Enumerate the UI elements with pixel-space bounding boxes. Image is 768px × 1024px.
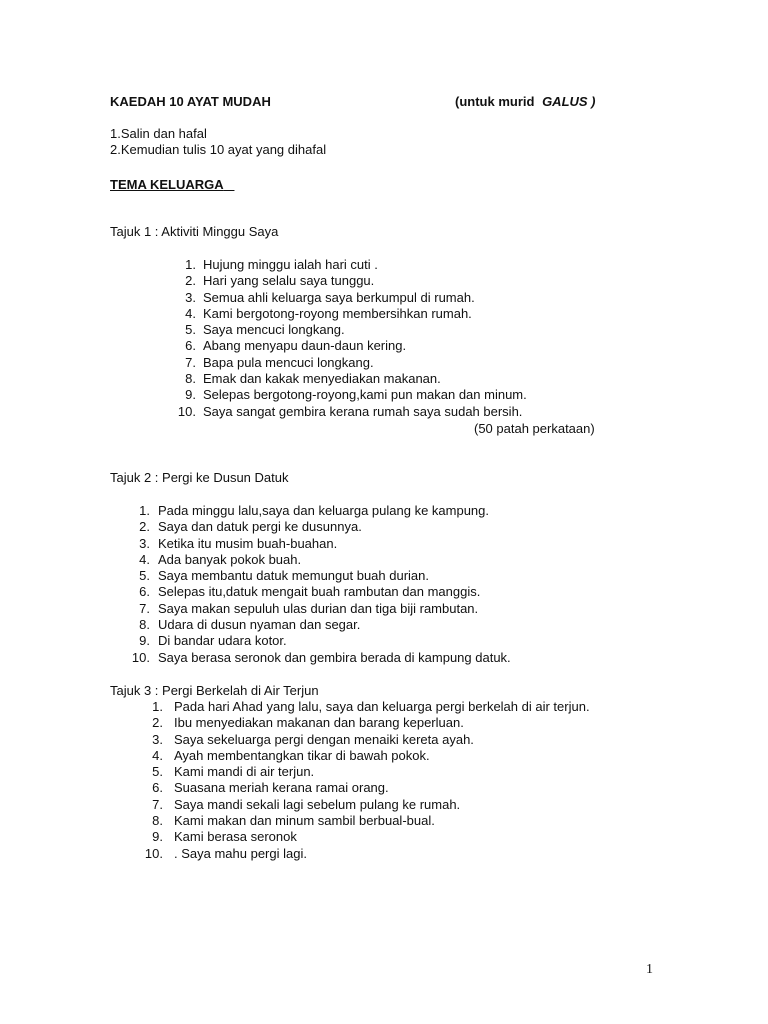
list-item-text: Bapa pula mencuci longkang. bbox=[203, 354, 374, 370]
list-item bbox=[0, 503, 768, 519]
list-item-text: Selepas itu,datuk mengait buah rambutan dan manggis. bbox=[158, 584, 481, 600]
list-item bbox=[0, 780, 768, 796]
section-2-list bbox=[0, 503, 768, 666]
list-item-text: Udara di dusun nyaman dan segar. bbox=[158, 617, 361, 633]
list-item bbox=[0, 552, 768, 568]
list-item bbox=[0, 813, 768, 829]
section-1-list bbox=[0, 257, 768, 420]
list-item-number: 9. bbox=[185, 387, 196, 403]
list-item-number: 7. bbox=[152, 796, 163, 812]
word-count-note: (50 patah perkataan) bbox=[474, 421, 595, 436]
list-item-number: 2. bbox=[139, 519, 150, 535]
list-item-number: 6. bbox=[185, 338, 196, 354]
list-item-number: 2. bbox=[152, 715, 163, 731]
list-item-number: 10. bbox=[131, 649, 150, 665]
list-item-text: Selepas bergotong-royong,kami pun makan dan minum. bbox=[203, 387, 527, 403]
list-item-text: Saya mencuci longkang. bbox=[203, 322, 345, 338]
list-item bbox=[0, 650, 768, 666]
list-item-number: 3. bbox=[152, 731, 163, 747]
list-item-text: Ada banyak pokok buah. bbox=[158, 551, 302, 567]
list-item-number: 8. bbox=[185, 371, 196, 387]
list-item-text: Pada minggu lalu,saya dan keluarga pulang ke kampung. bbox=[158, 503, 490, 518]
list-item-number: 6. bbox=[139, 584, 150, 600]
page-number: 1 bbox=[646, 962, 653, 977]
list-item-number: 1. bbox=[152, 699, 163, 714]
list-item bbox=[0, 601, 768, 617]
list-item-number: 5. bbox=[152, 764, 163, 780]
list-item bbox=[0, 732, 768, 748]
list-item-text: Kami bergotong-royong membersihkan rumah. bbox=[203, 305, 472, 321]
list-item-text: Saya sekeluarga pergi dengan menaiki kereta ayah. bbox=[174, 731, 474, 747]
list-item bbox=[0, 699, 768, 715]
list-item-text: Ketika itu musim buah-buahan. bbox=[158, 535, 338, 551]
list-item bbox=[0, 617, 768, 633]
list-item-number: 9. bbox=[152, 829, 163, 845]
list-item-number: 2. bbox=[185, 273, 196, 289]
list-item-text: Emak dan kakak menyediakan makanan. bbox=[203, 371, 441, 387]
list-item-number: 4. bbox=[185, 305, 196, 321]
list-item-number: 5. bbox=[139, 568, 150, 584]
theme-heading bbox=[110, 177, 234, 193]
list-item bbox=[0, 257, 768, 273]
list-item bbox=[0, 306, 768, 322]
list-item-text: Saya membantu datuk memungut buah durian. bbox=[158, 568, 430, 584]
section-3-heading: Tajuk 3 : Pergi Berkelah di Air Terjun bbox=[110, 683, 319, 698]
list-item-text: Abang menyapu daun-daun kering. bbox=[203, 338, 407, 354]
theme-label: TEMA KELUARGA bbox=[110, 177, 224, 192]
list-item bbox=[0, 633, 768, 649]
list-item-text: Saya sangat gembira kerana rumah saya sudah bersih. bbox=[203, 403, 523, 419]
list-item-number: 10. bbox=[177, 403, 196, 419]
list-item-number: 1. bbox=[139, 503, 150, 518]
list-item-text: Saya berasa seronok dan gembira berada di kampung datuk. bbox=[158, 649, 511, 665]
list-item-text: . Saya mahu pergi lagi. bbox=[174, 845, 307, 861]
list-item-number: 10. bbox=[144, 845, 163, 861]
list-item bbox=[0, 748, 768, 764]
list-item bbox=[0, 338, 768, 354]
target-audience bbox=[455, 94, 596, 110]
list-item bbox=[0, 273, 768, 289]
section-1-heading: Tajuk 1 : Aktiviti Minggu Saya bbox=[110, 224, 279, 239]
list-item bbox=[0, 322, 768, 338]
list-item-text: Kami makan dan minum sambil berbual-bual. bbox=[174, 813, 435, 829]
list-item bbox=[0, 536, 768, 552]
list-item-number: 3. bbox=[185, 289, 196, 305]
list-item bbox=[0, 371, 768, 387]
instruction-1: 1.Salin dan hafal bbox=[110, 126, 207, 141]
list-item-number: 1. bbox=[185, 257, 196, 272]
document-title: KAEDAH 10 AYAT MUDAH bbox=[110, 94, 271, 109]
list-item-number: 5. bbox=[185, 322, 196, 338]
instruction-2: 2.Kemudian tulis 10 ayat yang dihafal bbox=[110, 142, 327, 157]
list-item-text: Hujung minggu ialah hari cuti . bbox=[203, 257, 378, 272]
list-item-text: Di bandar udara kotor. bbox=[158, 633, 287, 649]
list-item-text: Saya makan sepuluh ulas durian dan tiga biji rambutan. bbox=[158, 600, 479, 616]
list-item bbox=[0, 387, 768, 403]
list-item bbox=[0, 290, 768, 306]
list-item bbox=[0, 715, 768, 731]
list-item-text: Pada hari Ahad yang lalu, saya dan keluarga pergi berkelah di air terjun. bbox=[174, 699, 590, 714]
list-item bbox=[0, 584, 768, 600]
list-item-text: Kami mandi di air terjun. bbox=[174, 764, 315, 780]
list-item-text: Kami berasa seronok bbox=[174, 829, 297, 845]
list-item-number: 7. bbox=[139, 600, 150, 616]
list-item-text: Ibu menyediakan makanan dan barang keperluan. bbox=[174, 715, 464, 731]
list-item bbox=[0, 519, 768, 535]
list-item-text: Hari yang selalu saya tunggu. bbox=[203, 273, 375, 289]
list-item bbox=[0, 846, 768, 862]
list-item-text: Saya mandi sekali lagi sebelum pulang ke rumah. bbox=[174, 796, 461, 812]
list-item bbox=[0, 797, 768, 813]
list-item-number: 8. bbox=[139, 617, 150, 633]
list-item-text: Semua ahli keluarga saya berkumpul di rumah. bbox=[203, 289, 475, 305]
list-item-number: 9. bbox=[139, 633, 150, 649]
list-item-number: 8. bbox=[152, 813, 163, 829]
target-name: GALUS ) bbox=[542, 94, 596, 109]
list-item bbox=[0, 764, 768, 780]
list-item-number: 6. bbox=[152, 780, 163, 796]
list-item-number: 3. bbox=[139, 535, 150, 551]
section-3-list bbox=[0, 699, 768, 862]
list-item bbox=[0, 355, 768, 371]
list-item bbox=[0, 829, 768, 845]
list-item-text: Ayah membentangkan tikar di bawah pokok. bbox=[174, 747, 430, 763]
target-prefix: (untuk murid bbox=[455, 94, 535, 109]
section-2-heading: Tajuk 2 : Pergi ke Dusun Datuk bbox=[110, 470, 289, 485]
list-item bbox=[0, 568, 768, 584]
list-item-text: Suasana meriah kerana ramai orang. bbox=[174, 780, 389, 796]
list-item bbox=[0, 404, 768, 420]
list-item-number: 7. bbox=[185, 354, 196, 370]
list-item-text: Saya dan datuk pergi ke dusunnya. bbox=[158, 519, 362, 535]
list-item-number: 4. bbox=[152, 747, 163, 763]
list-item-number: 4. bbox=[139, 551, 150, 567]
